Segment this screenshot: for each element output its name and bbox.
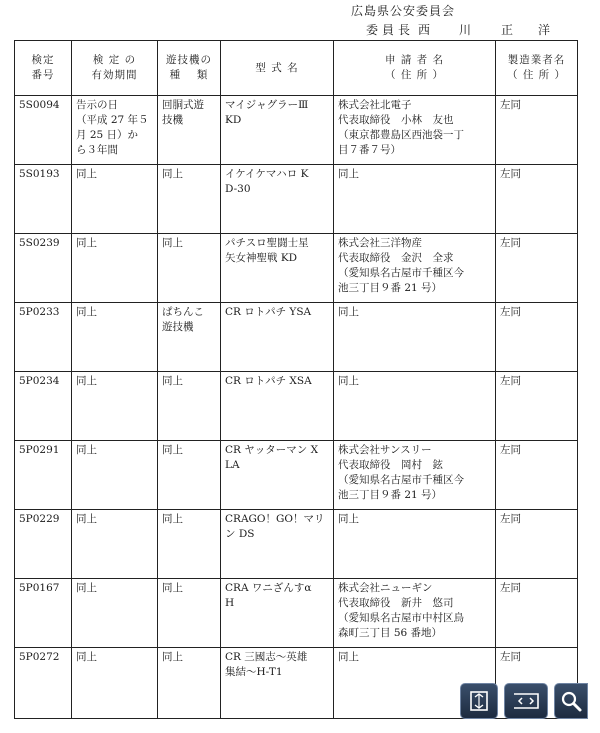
header-applicant: 申 請 者 名 （ 住 所 ） <box>334 41 496 96</box>
cell-model-name <box>221 165 334 234</box>
cell-manufacturer: 左同 <box>496 234 578 303</box>
chair-name-char: 洋 <box>538 23 551 37</box>
cell-machine-type <box>158 234 221 303</box>
cell-line: 森町三丁目 56 番地） <box>338 627 443 639</box>
cell-line: 同上 <box>162 375 183 387</box>
cell-model-name <box>221 648 334 719</box>
cell-line: ン DS <box>225 528 255 540</box>
cell-line: 同上 <box>76 651 97 663</box>
cell-manufacturer: 左同 <box>496 372 578 441</box>
cell-line: CR 三國志～英雄 <box>225 651 308 663</box>
cell-line: 同上 <box>338 651 359 663</box>
page-nav-button[interactable] <box>504 683 548 719</box>
cell-validity-period <box>72 579 158 648</box>
chair-name-char: 西 <box>418 23 431 37</box>
cell-machine-type <box>158 303 221 372</box>
document-header <box>0 0 600 42</box>
cell-line: 同上 <box>162 168 183 180</box>
cell-line: 代表取締役 岡村 鉉 <box>338 459 443 471</box>
magnifier-icon <box>559 689 583 713</box>
table-row <box>15 165 578 234</box>
table-row <box>15 303 578 372</box>
cell-line: 回胴式遊 <box>162 99 204 111</box>
cell-line: 代表取締役 金沢 全求 <box>338 252 454 264</box>
cell-validity-period <box>72 234 158 303</box>
cell-machine-type <box>158 96 221 165</box>
cell-model-name <box>221 96 334 165</box>
cell-line: CR ロトパチ YSA <box>225 306 312 318</box>
cell-applicant <box>334 96 496 165</box>
cell-line: 同上 <box>76 513 97 525</box>
cell-line: CRA ワニざんすα <box>225 582 312 594</box>
cell-line: 同上 <box>76 375 97 387</box>
cell-machine-type <box>158 165 221 234</box>
chair-name-char: 正 <box>501 23 514 37</box>
cell-line: 月 25 日）か <box>76 129 139 141</box>
cell-model-name <box>221 372 334 441</box>
header-machine-type: 遊技機の 種 類 <box>158 41 221 96</box>
cell-validity-period <box>72 648 158 719</box>
cell-line: 株式会社ニューギン <box>338 582 433 594</box>
cell-line: （愛知県名古屋市中村区鳥 <box>338 612 464 624</box>
cell-line: 技機 <box>162 114 183 126</box>
cell-applicant <box>334 234 496 303</box>
cell-line: 同上 <box>338 168 359 180</box>
cell-cert-number: 5S0239 <box>15 234 72 303</box>
cell-cert-number: 5S0193 <box>15 165 72 234</box>
cell-line: 株式会社北電子 <box>338 99 412 111</box>
cell-line: LA <box>225 459 240 471</box>
cell-line: 同上 <box>338 375 359 387</box>
cell-line: 同上 <box>76 582 97 594</box>
cell-machine-type <box>158 648 221 719</box>
table-row <box>15 579 578 648</box>
header-cert-number: 検定 番号 <box>15 41 72 96</box>
cell-line: イケイケマハロ K <box>225 168 309 180</box>
cell-line: 同上 <box>338 306 359 318</box>
cell-line: CRAGO！GO！マリ <box>225 513 325 525</box>
cell-line: パチスロ聖闘士星 <box>225 237 309 249</box>
cell-manufacturer: 左同 <box>496 303 578 372</box>
cell-validity-period <box>72 96 158 165</box>
cell-validity-period <box>72 441 158 510</box>
table-row <box>15 372 578 441</box>
table-header-row <box>15 41 578 96</box>
cell-line: 株式会社サンスリー <box>338 444 432 456</box>
cell-cert-number: 5P0167 <box>15 579 72 648</box>
cell-cert-number: 5P0234 <box>15 372 72 441</box>
cell-line: CR ヤッターマン X <box>225 444 319 456</box>
cell-line: 株式会社三洋物産 <box>338 237 422 249</box>
cell-line: 同上 <box>162 651 183 663</box>
cell-line: 遊技機 <box>162 321 194 333</box>
cell-applicant <box>334 165 496 234</box>
table-row <box>15 96 578 165</box>
header-validity-period: 検 定 の 有効期間 <box>72 41 158 96</box>
cell-line: 同上 <box>162 237 183 249</box>
cell-line: ら３年間 <box>76 144 118 156</box>
cell-applicant <box>334 579 496 648</box>
cell-applicant <box>334 372 496 441</box>
cell-line: 同上 <box>76 444 97 456</box>
cell-line: （愛知県名古屋市千種区今 <box>338 474 464 486</box>
cell-line: H <box>225 597 235 609</box>
table-row <box>15 441 578 510</box>
cell-model-name <box>221 234 334 303</box>
cell-line: D-30 <box>225 183 251 195</box>
cell-line: ぱちんこ <box>162 306 204 318</box>
chair-name-char: 川 <box>459 23 472 37</box>
cell-line: 代表取締役 小林 友也 <box>338 114 454 126</box>
viewer-toolbar <box>460 683 588 721</box>
cell-line: 同上 <box>162 513 183 525</box>
cell-machine-type <box>158 372 221 441</box>
certification-table <box>14 40 578 719</box>
table-row <box>15 510 578 579</box>
chair-signature-line <box>366 21 551 38</box>
table-body <box>15 96 578 719</box>
cell-line: 告示の日 <box>76 99 118 111</box>
cell-line: マイジャグラーⅢ <box>225 99 309 111</box>
cell-applicant <box>334 441 496 510</box>
fit-page-icon <box>468 689 490 713</box>
cell-line: 同上 <box>338 513 359 525</box>
fit-page-button[interactable] <box>460 683 498 719</box>
cell-manufacturer: 左同 <box>496 96 578 165</box>
cell-machine-type <box>158 441 221 510</box>
chair-title: 委員長 <box>366 23 415 37</box>
cell-validity-period <box>72 303 158 372</box>
cell-manufacturer: 左同 <box>496 441 578 510</box>
cell-cert-number: 5P0291 <box>15 441 72 510</box>
table-row <box>15 234 578 303</box>
cell-line: （東京都豊島区西池袋一丁 <box>338 129 464 141</box>
cell-manufacturer: 左同 <box>496 510 578 579</box>
cell-cert-number: 5S0094 <box>15 96 72 165</box>
issuing-authority: 広島県公安委員会 <box>351 4 456 18</box>
cell-line: 同上 <box>162 582 183 594</box>
cell-line: KD <box>225 114 242 126</box>
cell-manufacturer: 左同 <box>496 648 578 719</box>
header-model-name: 型 式 名 <box>221 41 334 96</box>
cell-applicant <box>334 303 496 372</box>
cell-validity-period <box>72 165 158 234</box>
cell-manufacturer: 左同 <box>496 579 578 648</box>
cell-line: （愛知県名古屋市千種区今 <box>338 267 464 279</box>
cell-line: 同上 <box>76 237 97 249</box>
cell-cert-number: 5P0272 <box>15 648 72 719</box>
cell-validity-period <box>72 510 158 579</box>
cell-machine-type <box>158 510 221 579</box>
header-manufacturer: 製造業者名 （ 住 所 ） <box>496 41 578 96</box>
cell-model-name <box>221 510 334 579</box>
cell-model-name <box>221 303 334 372</box>
cell-manufacturer: 左同 <box>496 165 578 234</box>
cell-line: （平成 27 年５ <box>76 114 149 126</box>
cell-cert-number: 5P0229 <box>15 510 72 579</box>
cell-line: 代表取締役 新井 悠司 <box>338 597 454 609</box>
cell-validity-period <box>72 372 158 441</box>
cell-model-name <box>221 579 334 648</box>
cell-line: 目７番７号） <box>338 144 401 156</box>
cell-line: 同上 <box>76 168 97 180</box>
cell-machine-type <box>158 579 221 648</box>
cell-line: 池三丁目９番 21 号） <box>338 489 443 501</box>
cell-line: 同上 <box>76 306 97 318</box>
zoom-button[interactable] <box>554 683 588 719</box>
page-nav-icon <box>510 690 542 712</box>
cell-line: 集結～H-T1 <box>225 666 283 678</box>
cell-line: 矢女神聖戦 KD <box>225 252 298 264</box>
cell-cert-number: 5P0233 <box>15 303 72 372</box>
cell-line: 同上 <box>162 444 183 456</box>
cell-model-name <box>221 441 334 510</box>
cell-line: CR ロトパチ XSA <box>225 375 312 387</box>
cell-applicant <box>334 510 496 579</box>
cell-line: 池三丁目９番 21 号） <box>338 282 443 294</box>
